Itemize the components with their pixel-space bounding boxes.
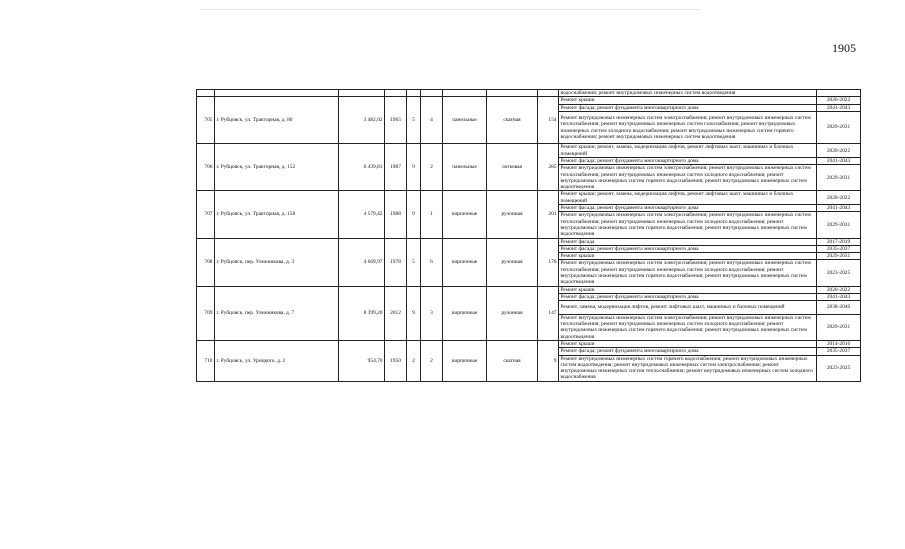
period-cell: 2035-2037 xyxy=(817,245,861,252)
work-cell: Ремонт внутридомовых инженерных систем горячего водоснабжения; ремонт внутридомовых инженерных систем водоотведения; ремонт внутридомовых инженерных систем электроснабжения; ремонт внутридомовых инженерных систем теплоснабжения; ремонт внутридомовых инженерных систем холодного водоснабжения xyxy=(559,355,817,381)
house-entrances: 4 xyxy=(421,97,443,144)
house-number: 709 xyxy=(197,286,215,340)
house-entrances: 3 xyxy=(421,286,443,340)
house-entrances: 6 xyxy=(421,238,443,286)
period-cell: 2023-2025 xyxy=(817,260,861,286)
scan-edge-line xyxy=(200,9,700,10)
work-cell: Ремонт крыши xyxy=(559,253,817,260)
work-cell: Ремонт внутридомовых инженерных систем электроснабжения; ремонт внутридомовых инженерных систем теплоснабжения; ремонт внутридомовых инженерных систем холодного водоснабжения; ремонт внутридомовых инженерных систем горячего водоснабжения; ремонт внутридомовых инженерных систем водоотведения xyxy=(559,314,817,340)
period-cell: 2029-2031 xyxy=(817,314,861,340)
house-number: 706 xyxy=(197,144,215,191)
work-cell: Ремонт внутридомовых инженерных систем электроснабжения; ремонт внутридомовых инженерных систем теплоснабжения; ремонт внутридомовых инженерных систем газоснабжения; ремонт внутридомовых инженерных систем холодного водоснабжения; ремонт внутридомовых инженерных систем горячего водоснабжения; ремонт внутридомовых инженерных систем водоотведения xyxy=(559,111,817,144)
house-entrances: 2 xyxy=(421,341,443,382)
house-floors: 9 xyxy=(407,286,421,340)
period-cell: 2029-2031 xyxy=(817,165,861,191)
table-row xyxy=(197,97,861,104)
period-cell: 2020-2022 xyxy=(817,191,861,205)
roof-type: лотковая xyxy=(487,144,538,191)
period-cell: 2029-2031 xyxy=(817,253,861,260)
page-number: 1905 xyxy=(832,41,856,55)
house-floors: 9 xyxy=(407,191,421,238)
work-cell: Ремонт фасада; ремонт фундамента многоквартирного дома xyxy=(559,245,817,252)
house-number: 705 xyxy=(197,97,215,144)
work-cell: Ремонт фасада; ремонт фундамента многоквартирного дома xyxy=(559,104,817,111)
house-year: 1988 xyxy=(385,191,407,238)
roof-type: рулонная xyxy=(487,286,538,340)
work-cell: Ремонт крыши; ремонт, замена, модернизация лифтов, ремонт лифтовых шахт, машинных и блочных помещений xyxy=(559,144,817,158)
house-area: 3 482,02 xyxy=(339,97,385,144)
roof-type: скатная xyxy=(487,341,538,382)
period-cell: 2020-2022 xyxy=(817,144,861,158)
work-cell: Ремонт фасада; ремонт фундамента многоквартирного дома xyxy=(559,293,817,300)
period-cell: 2041-2043 xyxy=(817,104,861,111)
house-year: 2012 xyxy=(385,286,407,340)
apartments-count: 147 xyxy=(538,286,559,340)
continuation-row xyxy=(197,90,861,97)
apartments-count: 154 xyxy=(538,97,559,144)
period-cell: 2035-2037 xyxy=(817,348,861,355)
house-floors: 2 xyxy=(407,341,421,382)
period-cell: 2017-2019 xyxy=(817,238,861,245)
house-entrances: 2 xyxy=(421,144,443,191)
apartments-count: 201 xyxy=(538,191,559,238)
wall-material: кирпичные xyxy=(443,191,487,238)
house-address: г. Рубцовск, ул. Тракторная, д. 152 xyxy=(215,144,339,191)
wall-material: кирпичные xyxy=(443,238,487,286)
house-address: г. Рубцовск, ул. Тракторная, д. 158 xyxy=(215,191,339,238)
house-floors: 5 xyxy=(407,238,421,286)
house-area: 8 399,20 xyxy=(339,286,385,340)
wall-material: кирпичные xyxy=(443,286,487,340)
work-cell: Ремонт крыши xyxy=(559,97,817,104)
period-cell: 2023-2025 xyxy=(817,355,861,381)
period-cell: 2020-2022 xyxy=(817,286,861,293)
house-address: г. Рубцовск, ул. Тракторная, д. 80 xyxy=(215,97,339,144)
work-cell: Ремонт внутридомовых инженерных систем электроснабжения; ремонт внутридомовых инженерных систем теплоснабжения; ремонт внутридомовых инженерных систем холодного водоснабжения; ремонт внутридомовых инженерных систем горячего водоснабжения; ремонт внутридомовых инженерных систем водоотведения xyxy=(559,165,817,191)
wall-material: кирпичные xyxy=(443,341,487,382)
table-row xyxy=(197,191,861,205)
house-number: 708 xyxy=(197,238,215,286)
wall-material: панельные xyxy=(443,144,487,191)
work-cell: Ремонт фасада xyxy=(559,238,817,245)
work-cell: Ремонт крыши xyxy=(559,286,817,293)
house-entrances: 1 xyxy=(421,191,443,238)
house-floors: 9 xyxy=(407,144,421,191)
period-cell: 2029-2031 xyxy=(817,212,861,238)
house-address: г. Рубцовск, ул. Урицкого, д. 2 xyxy=(215,341,339,382)
table-row xyxy=(197,286,861,293)
table-row xyxy=(197,144,861,158)
period-cell: 2041-2043 xyxy=(817,293,861,300)
apartments-count: 285 xyxy=(538,144,559,191)
work-cell: Ремонт крыши xyxy=(559,341,817,348)
period-cell: 2020-2022 xyxy=(817,97,861,104)
work-cell: Ремонт внутридомовых инженерных систем электроснабжения; ремонт внутридомовых инженерных систем теплоснабжения; ремонт внутридомовых инженерных систем холодного водоснабжения; ремонт внутридомовых инженерных систем горячего водоснабжения; ремонт внутридомовых инженерных систем водоотведения xyxy=(559,212,817,238)
work-cell: Ремонт фасада; ремонт фундамента многоквартирного дома xyxy=(559,348,817,355)
roof-type: рулонная xyxy=(487,238,538,286)
work-cell: Ремонт фасада; ремонт фундамента многоквартирного дома xyxy=(559,205,817,212)
house-number: 710 xyxy=(197,341,215,382)
house-year: 1950 xyxy=(385,341,407,382)
house-year: 1965 xyxy=(385,97,407,144)
table-row xyxy=(197,341,861,348)
roof-type: рулонная xyxy=(487,191,538,238)
repair-program-table xyxy=(196,89,861,382)
house-area: 4 579,42 xyxy=(339,191,385,238)
apartments-count: 176 xyxy=(538,238,559,286)
house-year: 1978 xyxy=(385,238,407,286)
apartments-count: 9 xyxy=(538,341,559,382)
work-cell: Ремонт внутридомовых инженерных систем электроснабжения; ремонт внутридомовых инженерных систем теплоснабжения; ремонт внутридомовых инженерных систем холодного водоснабжения; ремонт внутридомовых инженерных систем горячего водоснабжения; ремонт внутридомовых инженерных систем водоотведения xyxy=(559,260,817,286)
period-cell: 2041-2043 xyxy=(817,157,861,164)
period-cell: 2014-2016 xyxy=(817,341,861,348)
house-address: г. Рубцовск, пер. Улежникова, д. 7 xyxy=(215,286,339,340)
house-area: 6 439,81 xyxy=(339,144,385,191)
house-number: 707 xyxy=(197,191,215,238)
work-cell: Ремонт крыши; ремонт, замена, модернизация лифтов, ремонт лифтовых шахт, машинных и блочных помещений xyxy=(559,191,817,205)
table-row xyxy=(197,238,861,245)
period-cell: 2029-2031 xyxy=(817,111,861,144)
house-area: 4 669,97 xyxy=(339,238,385,286)
house-area: 954,70 xyxy=(339,341,385,382)
work-cell: водоснабжения; ремонт внутридомовых инженерных систем водоотведения xyxy=(559,90,817,97)
period-cell: 2038-2040 xyxy=(817,301,861,315)
house-year: 1987 xyxy=(385,144,407,191)
roof-type: скатная xyxy=(487,97,538,144)
house-address: г. Рубцовск, пер. Улежникова, д. 3 xyxy=(215,238,339,286)
work-cell: Ремонт, замена, модернизация лифтов, ремонт лифтовых шахт, машинных и блочных помещений xyxy=(559,301,817,315)
wall-material: панельные xyxy=(443,97,487,144)
house-floors: 5 xyxy=(407,97,421,144)
period-cell: 2041-2043 xyxy=(817,205,861,212)
work-cell: Ремонт фасада; ремонт фундамента многоквартирного дома xyxy=(559,157,817,164)
